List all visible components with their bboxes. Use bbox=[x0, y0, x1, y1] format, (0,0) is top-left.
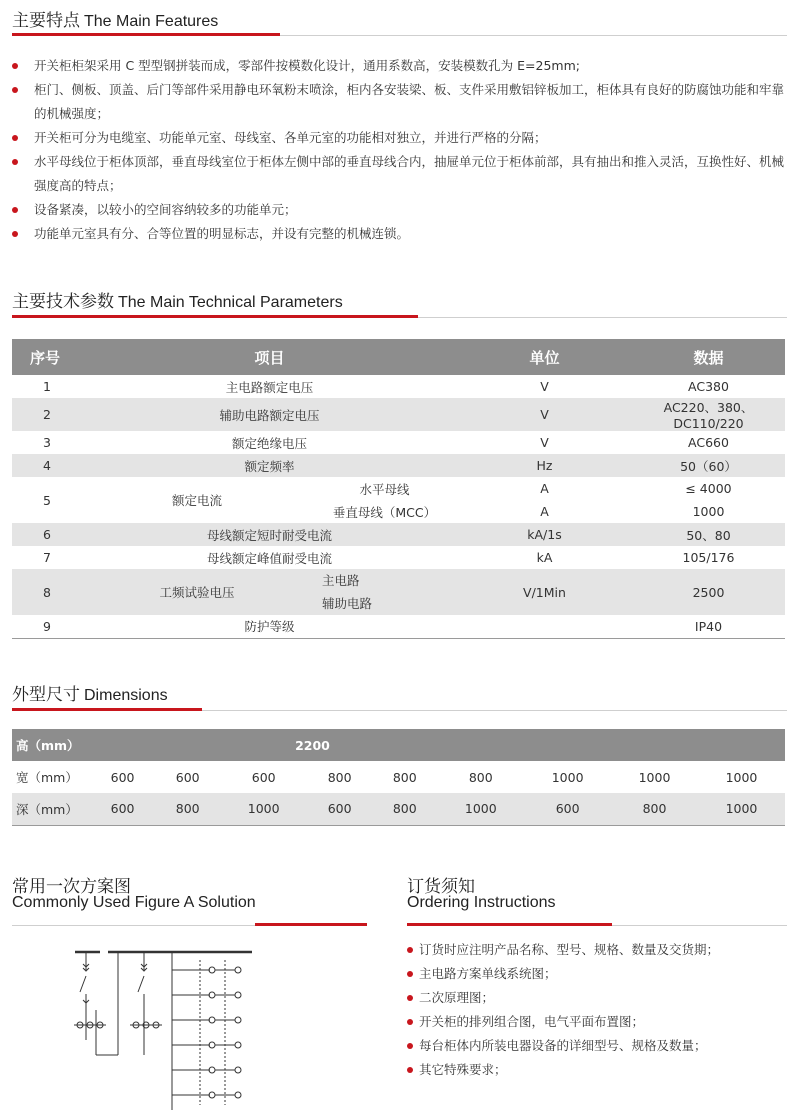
features-title-cn: 主要特点 bbox=[12, 11, 80, 31]
table-header-row bbox=[12, 339, 785, 375]
features-title-en: The Main Features bbox=[84, 13, 219, 30]
bullet-icon bbox=[12, 135, 18, 141]
list-item: 二次原理图； bbox=[407, 986, 787, 1010]
list-item: 柜门、侧板、顶盖、后门等部件采用静电环氧粉末喷涂，柜内各安装梁、板、支件采用敷铝锌板加工，柜体具有良好的防腐蚀功能和牢靠的机械强度； bbox=[12, 78, 792, 126]
bullet-icon bbox=[407, 1043, 413, 1049]
params-rule-accent bbox=[12, 315, 418, 318]
list-item: 开关柜可分为电缆室、功能单元室、母线室、各单元室的功能相对独立，并进行严格的分隔； bbox=[12, 126, 792, 150]
bullet-icon bbox=[12, 63, 18, 69]
params-title-cn: 主要技术参数 bbox=[12, 292, 114, 312]
ordering-title-en: Ordering Instructions bbox=[407, 894, 556, 911]
solution-title-en: Commonly Used Figure A Solution bbox=[12, 894, 256, 911]
table-row: 3 额定绝缘电压 V AC660 bbox=[43, 435, 729, 451]
features-title bbox=[12, 6, 218, 31]
bullet-icon bbox=[12, 159, 18, 165]
list-item: 每台柜体内所装电器设备的详细型号、规格及数量； bbox=[407, 1034, 787, 1058]
solution-title-cn: 常用一次方案图 bbox=[12, 877, 131, 897]
bullet-icon bbox=[407, 971, 413, 977]
features-rule-accent bbox=[12, 33, 280, 36]
table-row: 5 额定电流 水平母线 A ≤ 4000 bbox=[43, 481, 732, 508]
bullet-icon bbox=[407, 1067, 413, 1073]
list-item: 水平母线位于柜体顶部，垂直母线室位于柜体左侧中部的垂直母线合内，抽屉单元位于柜体前部，具有抽出和推入灵活，互换性好、机械强度高的特点； bbox=[12, 150, 792, 198]
dims-depth-row: 深（mm） 600 800 1000 600 800 1000 600 800 1000 bbox=[12, 793, 785, 825]
table-row: 9 防护等级 IP40 bbox=[12, 615, 785, 638]
table-row: 8 工频试验电压 主电路 辅助电路 V/1Min 2500 bbox=[12, 569, 785, 615]
params-title-en: The Main Technical Parameters bbox=[118, 294, 343, 311]
list-item: 功能单元室具有分、合等位置的明显标志，并设有完整的机械连锁。 bbox=[12, 222, 792, 246]
ordering-list bbox=[407, 938, 787, 1082]
dims-height-row: 高（mm） 2200 bbox=[12, 729, 785, 761]
bullet-icon bbox=[12, 231, 18, 237]
bullet-icon bbox=[12, 87, 18, 93]
header-no: 序号 bbox=[12, 339, 82, 375]
list-item: 设备紧凑，以较小的空间容纳较多的功能单元； bbox=[12, 198, 792, 222]
table-row: 1 主电路额定电压 V AC380 bbox=[43, 379, 729, 395]
bullet-icon bbox=[407, 1019, 413, 1025]
ordering-title-cn: 订货须知 bbox=[407, 877, 475, 897]
list-item: 开关柜的排列组合图，电气平面布置图； bbox=[407, 1010, 787, 1034]
dims-rule-accent bbox=[12, 708, 202, 711]
list-item: 订货时应注明产品名称、型号、规格、数量及交货期； bbox=[407, 938, 787, 962]
table-row: 垂直母线（MCC） A 1000 bbox=[332, 504, 725, 520]
bullet-icon bbox=[12, 207, 18, 213]
table-row: 6 母线额定短时耐受电流 kA/1s 50、80 bbox=[12, 523, 785, 546]
table-row: 7 母线额定峰值耐受电流 kA 105/176 bbox=[43, 550, 735, 566]
single-line-diagram bbox=[60, 940, 260, 1117]
header-unit: 单位 bbox=[457, 339, 632, 375]
bullet-icon bbox=[407, 995, 413, 1001]
dims-title-cn: 外型尺寸 bbox=[12, 685, 80, 705]
params-title bbox=[12, 287, 343, 312]
dims-title bbox=[12, 680, 168, 705]
dims-title-en: Dimensions bbox=[84, 687, 168, 704]
ordering-rule-accent bbox=[407, 923, 612, 926]
solution-rule-accent bbox=[255, 923, 367, 926]
list-item: 其它特殊要求； bbox=[407, 1058, 787, 1082]
features-list bbox=[12, 54, 792, 246]
bullet-icon bbox=[407, 947, 413, 953]
table-row: 2 辅助电路额定电压 V AC220、380、DC110/220 bbox=[12, 398, 785, 431]
header-item: 项目 bbox=[82, 339, 457, 375]
dims-table bbox=[12, 729, 785, 826]
header-value: 数据 bbox=[632, 339, 785, 375]
table-row: 4 额定频率 Hz 50（60） bbox=[12, 454, 785, 477]
list-item: 主电路方案单线系统图； bbox=[407, 962, 787, 986]
dims-width-row: 宽（mm） 600 600 600 800 800 800 1000 1000 1000 bbox=[16, 769, 758, 785]
list-item: 开关柜柜架采用 C 型型钢拼装而成，零部件按模数化设计，通用系数高，安装模数孔为 E=25mm; bbox=[12, 54, 792, 78]
params-table bbox=[12, 339, 785, 639]
